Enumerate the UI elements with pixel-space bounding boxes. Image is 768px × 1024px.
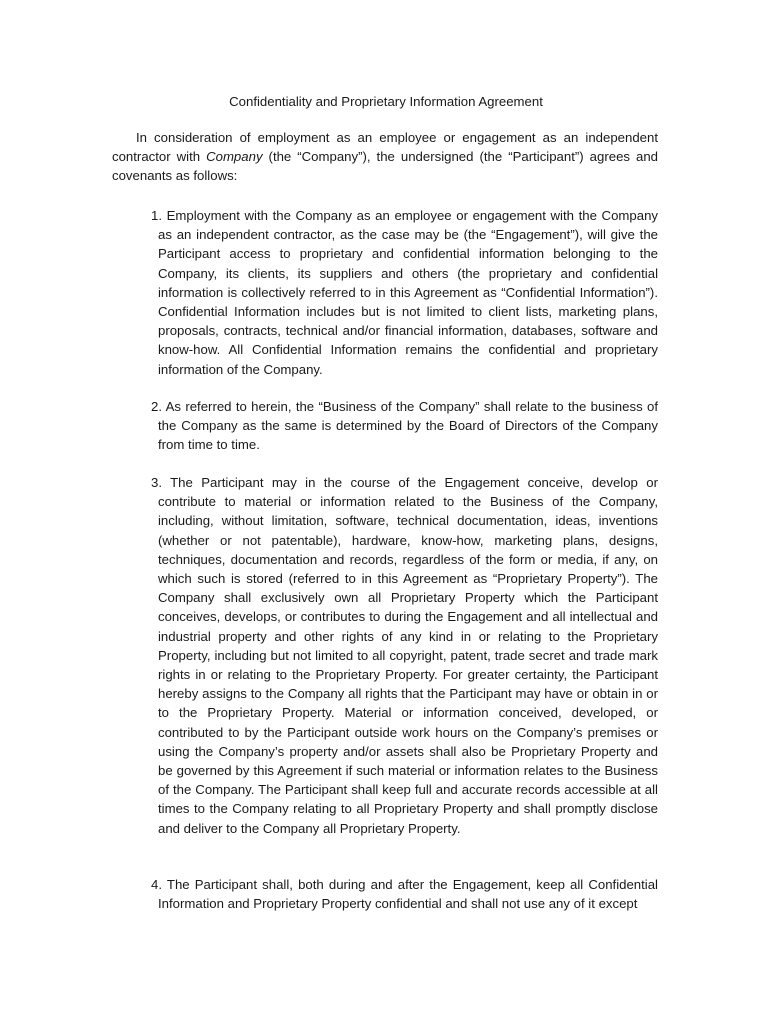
clause-1-body (135, 206, 658, 379)
clause-4-body (135, 875, 658, 913)
clause-3 (135, 473, 658, 838)
clause-3-text: The Participant may in the course of the Engagement conceive, develop or contribute to material or information related to the Business of the Company, including, without limitation, software, technical documentation, ideas, inventions (whether or not patentable), hardware, know-how, marketing plans, designs, techniques, documentation and records, regardless of the form or media, if any, on which such is stored (referred to in this Agreement as “Proprietary Property”). The Company shall exclusively own all Proprietary Property which the Participant conceives, develops, or contributes to during the Engagement and all intellectual and industrial property and other rights of any kind in or relating to the Proprietary Property, including but not limited to all copyright, patent, trade secret and trade mark rights in or relating to the Proprietary Property. For greater certainty, the Participant hereby assigns to the Company all rights that the Participant may have or obtain in or to the Proprietary Property. Material or information conceived, developed, or contributed to by the Participant outside work hours on the Company’s premises or using the Company’s property and/or assets shall also be Proprietary Property and be governed by this Agreement if such material or information relates to the Business of the Company. The Participant shall keep full and accurate records accessible at all times to the Company relating to all Proprietary Property and shall promptly disclose and deliver to the Company all Proprietary Property. (158, 475, 658, 836)
clause-3-body (135, 473, 658, 838)
intro-text-end: (the “Company”), the undersigned (the “Participant”) agrees and covenants as follows: (112, 149, 658, 184)
clause-2-number: 2. (151, 399, 162, 414)
clause-4-text: The Participant shall, both during and after the Engagement, keep all Confidential Information and Proprietary Property confidential and shall not use any of it except (158, 877, 658, 912)
clause-2-body (135, 397, 658, 455)
clause-1-number: 1. (151, 208, 162, 223)
clause-1 (135, 206, 658, 379)
clause-2-text: As referred to herein, the “Business of the Company” shall relate to the business of the Company as the same is determined by the Board of Directors of the Company from time to time. (158, 399, 658, 453)
clause-1-text: Employment with the Company as an employee or engagement with the Company as an independent contractor, as the case may be (the “Engagement”), will give the Participant access to proprietary and confidential information belonging to the Company, its clients, its suppliers and others (the proprietary and confidential information is collectively referred to in this Agreement as “Confidential Information”). Confidential Information includes but is not limited to client lists, marketing plans, proposals, contracts, technical and/or financial information, databases, software and know-how. All Confidential Information remains the confidential and proprietary information of the Company. (158, 208, 658, 377)
intro-text-start: In consideration of employment as an employee or engagement as an independent contractor with (112, 130, 658, 165)
intro-company-name: Company (206, 149, 263, 165)
clause-4 (135, 875, 658, 913)
clause-3-number: 3. (151, 475, 162, 490)
clause-4-number: 4. (151, 877, 162, 892)
clause-2 (135, 397, 658, 455)
intro-paragraph (112, 128, 658, 186)
document-title: Confidentiality and Proprietary Information Agreement (229, 94, 543, 109)
